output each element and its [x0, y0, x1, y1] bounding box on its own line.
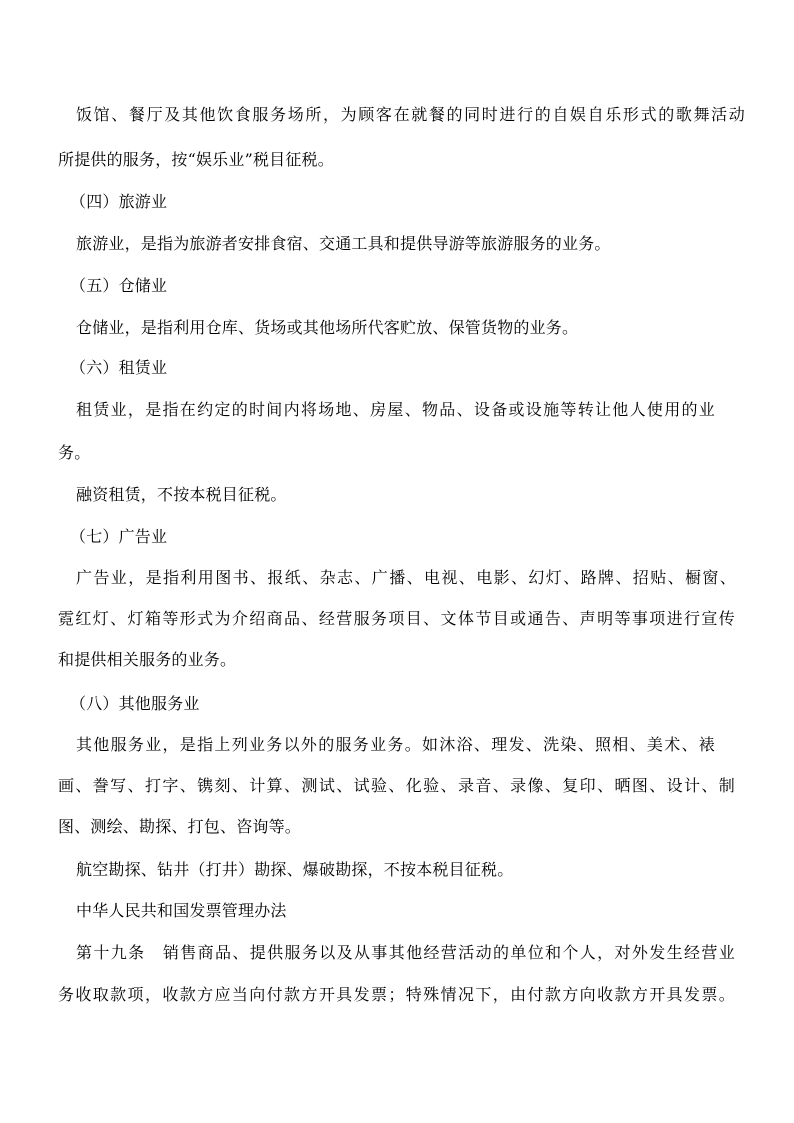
paragraph-line: 图、测绘、勘探、打包、咨询等。 [58, 817, 302, 836]
paragraph-line: 第十九条 销售商品、提供服务以及从事其他经营活动的单位和个人，对外发生经营业 [76, 943, 735, 962]
paragraph-line: 航空勘探、钻井（打井）勘探、爆破勘探，不按本税目征税。 [76, 860, 514, 879]
paragraph-line: 和提供相关服务的业务。 [58, 650, 237, 669]
paragraph-line: 霓红灯、灯箱等形式为介绍商品、经营服务项目、文体节目或通告、声明等事项进行宣传 [58, 609, 735, 628]
section-heading: （六）租赁业 [70, 358, 168, 377]
section-heading: （七）广告业 [70, 527, 168, 546]
paragraph-line: 租赁业，是指在约定的时间内将场地、房屋、物品、设备或设施等转让他人使用的业 [76, 400, 715, 419]
paragraph-line: 广告业，是指利用图书、报纸、杂志、广播、电视、电影、幻灯、路牌、招贴、橱窗、 [76, 568, 736, 587]
paragraph-line: 务收取款项，收款方应当向付款方开具发票；特殊情况下，由付款方向收款方开具发票。 [58, 985, 735, 1004]
paragraph-line: 饭馆、餐厅及其他饮食服务场所，为顾客在就餐的同时进行的自娱自乐形式的歌舞活动 [76, 105, 745, 124]
paragraph-line: 其他服务业，是指上列业务以外的服务业务。如沐浴、理发、洗染、照相、美术、裱 [76, 735, 715, 754]
paragraph-line: 所提供的服务，按“娱乐业”税目征税。 [58, 150, 334, 169]
paragraph-line: 融资租赁，不按本税目征税。 [76, 485, 287, 504]
paragraph-line: 画、誊写、打字、镌刻、计算、测试、试验、化验、录音、录像、复印、晒图、设计、制 [58, 776, 735, 795]
section-heading: （四）旅游业 [70, 192, 168, 211]
paragraph-line: 中华人民共和国发票管理办法 [76, 901, 287, 920]
section-heading: （八）其他服务业 [70, 694, 200, 713]
paragraph-line: 务。 [58, 443, 91, 462]
paragraph-line: 仓储业，是指利用仓库、货场或其他场所代客贮放、保管货物的业务。 [76, 318, 579, 337]
paragraph-line: 旅游业，是指为旅游者安排食宿、交通工具和提供导游等旅游服务的业务。 [76, 234, 611, 253]
section-heading: （五）仓储业 [70, 276, 168, 295]
